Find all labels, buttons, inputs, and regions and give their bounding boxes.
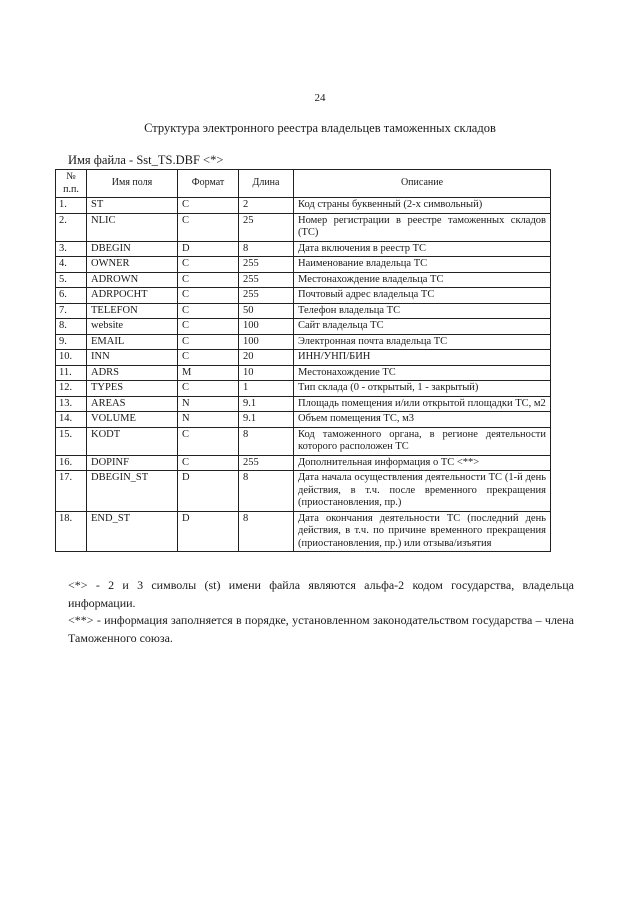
cell-field-name: ADROWN [87, 272, 178, 288]
file-name-caption: Имя файла - Sst_TS.DBF <*> [68, 153, 224, 167]
cell-number: 4. [56, 257, 87, 273]
cell-number: 10. [56, 350, 87, 366]
header-description: Описание [294, 170, 551, 198]
table-row [56, 213, 551, 241]
table-header-row [56, 170, 551, 198]
cell-field-name: OWNER [87, 257, 178, 273]
footnote-2: <**> - информация заполняется в порядке, установленном законодательством государства – члена Таможенного союза. [68, 613, 574, 645]
cell-description: Код страны буквенный (2-х символьный) [294, 198, 551, 214]
cell-description: Дополнительная информация о ТС <**> [294, 455, 551, 471]
cell-description: Электронная почта владельца ТС [294, 334, 551, 350]
cell-description: Площадь помещения и/или открытой площадки ТС, м2 [294, 396, 551, 412]
cell-number: 16. [56, 455, 87, 471]
cell-format: N [178, 412, 239, 428]
header-field-name: Имя поля [87, 170, 178, 198]
table-row [56, 198, 551, 214]
cell-field-name: DBEGIN [87, 241, 178, 257]
cell-description: Наименование владельца ТС [294, 257, 551, 273]
table-row [56, 303, 551, 319]
cell-number: 15. [56, 427, 87, 455]
cell-number: 18. [56, 511, 87, 552]
cell-field-name: DBEGIN_ST [87, 471, 178, 512]
table-row [56, 319, 551, 335]
cell-number: 3. [56, 241, 87, 257]
cell-length: 8 [239, 427, 294, 455]
cell-number: 17. [56, 471, 87, 512]
footnotes [68, 577, 574, 647]
cell-description: Почтовый адрес владельца ТС [294, 288, 551, 304]
table-row [56, 272, 551, 288]
cell-length: 8 [239, 511, 294, 552]
cell-number: 12. [56, 381, 87, 397]
cell-number: 6. [56, 288, 87, 304]
table-row [56, 365, 551, 381]
table-row [56, 455, 551, 471]
page-number: 24 [314, 92, 326, 104]
table-row [56, 471, 551, 512]
cell-field-name: NLIC [87, 213, 178, 241]
table-row [56, 427, 551, 455]
cell-description: Тип склада (0 - открытый, 1 - закрытый) [294, 381, 551, 397]
table-row [56, 350, 551, 366]
cell-field-name: ADRS [87, 365, 178, 381]
cell-format: C [178, 334, 239, 350]
cell-description: Местонахождение владельца ТС [294, 272, 551, 288]
cell-format: C [178, 455, 239, 471]
cell-format: D [178, 241, 239, 257]
cell-field-name: EMAIL [87, 334, 178, 350]
header-number: № п.п. [56, 170, 87, 198]
table-row [56, 241, 551, 257]
cell-description: Номер регистрации в реестре таможенных складов (ТС) [294, 213, 551, 241]
cell-length: 1 [239, 381, 294, 397]
cell-format: C [178, 257, 239, 273]
cell-number: 2. [56, 213, 87, 241]
cell-length: 8 [239, 241, 294, 257]
cell-number: 5. [56, 272, 87, 288]
cell-length: 10 [239, 365, 294, 381]
cell-field-name: TELEFON [87, 303, 178, 319]
table-row [56, 412, 551, 428]
header-length: Длина [239, 170, 294, 198]
cell-length: 255 [239, 272, 294, 288]
cell-field-name: INN [87, 350, 178, 366]
cell-field-name: website [87, 319, 178, 335]
cell-length: 255 [239, 288, 294, 304]
cell-length: 100 [239, 334, 294, 350]
cell-length: 8 [239, 471, 294, 512]
table-row [56, 511, 551, 552]
cell-number: 11. [56, 365, 87, 381]
cell-number: 7. [56, 303, 87, 319]
registry-structure-table [55, 169, 551, 552]
table-row [56, 334, 551, 350]
cell-format: C [178, 272, 239, 288]
cell-length: 2 [239, 198, 294, 214]
cell-length: 255 [239, 455, 294, 471]
cell-description: Дата начала осуществления деятельности ТС (1-й день действия, в т.ч. после временного прекращения (приостановления, пр.) [294, 471, 551, 512]
cell-format: C [178, 198, 239, 214]
cell-field-name: ADRPOCHT [87, 288, 178, 304]
cell-format: C [178, 288, 239, 304]
cell-description: Местонахождение ТС [294, 365, 551, 381]
cell-format: C [178, 350, 239, 366]
cell-field-name: END_ST [87, 511, 178, 552]
cell-number: 14. [56, 412, 87, 428]
cell-length: 100 [239, 319, 294, 335]
cell-field-name: TYPES [87, 381, 178, 397]
cell-format: N [178, 396, 239, 412]
cell-field-name: DOPINF [87, 455, 178, 471]
cell-format: M [178, 365, 239, 381]
cell-field-name: ST [87, 198, 178, 214]
cell-format: C [178, 319, 239, 335]
cell-number: 9. [56, 334, 87, 350]
cell-length: 25 [239, 213, 294, 241]
cell-number: 13. [56, 396, 87, 412]
cell-format: D [178, 471, 239, 512]
cell-description: Телефон владельца ТС [294, 303, 551, 319]
cell-length: 9.1 [239, 396, 294, 412]
cell-format: C [178, 213, 239, 241]
cell-field-name: VOLUME [87, 412, 178, 428]
cell-field-name: KODT [87, 427, 178, 455]
cell-description: Дата включения в реестр ТС [294, 241, 551, 257]
table-row [56, 381, 551, 397]
cell-format: C [178, 427, 239, 455]
cell-field-name: AREAS [87, 396, 178, 412]
cell-description: Сайт владельца ТС [294, 319, 551, 335]
footnote-1: <*> - 2 и 3 символы (st) имени файла являются альфа-2 кодом государства, владельца информации. [68, 578, 574, 610]
cell-description: Объем помещения ТС, м3 [294, 412, 551, 428]
cell-number: 1. [56, 198, 87, 214]
cell-description: Код таможенного органа, в регионе деятельности которого расположен ТС [294, 427, 551, 455]
header-format: Формат [178, 170, 239, 198]
cell-length: 255 [239, 257, 294, 273]
cell-format: C [178, 303, 239, 319]
table-row [56, 396, 551, 412]
cell-length: 9.1 [239, 412, 294, 428]
table-row [56, 257, 551, 273]
cell-format: C [178, 381, 239, 397]
cell-format: D [178, 511, 239, 552]
cell-length: 50 [239, 303, 294, 319]
cell-description: Дата окончания деятельности ТС (последний день действия, в т.ч. по причине временного прекращения (приостановления, пр.) или отзыва/изъятия [294, 511, 551, 552]
cell-description: ИНН/УНП/БИН [294, 350, 551, 366]
cell-length: 20 [239, 350, 294, 366]
table-body [56, 198, 551, 552]
document-title: Структура электронного реестра владельцев таможенных складов [144, 121, 496, 135]
cell-number: 8. [56, 319, 87, 335]
table-row [56, 288, 551, 304]
